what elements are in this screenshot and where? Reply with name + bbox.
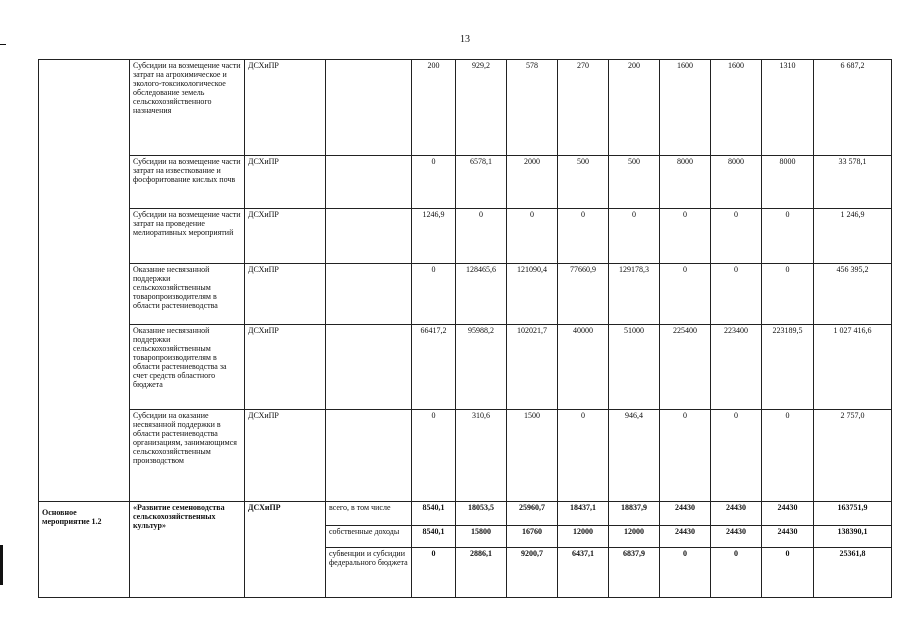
value-cell: 223189,5 xyxy=(762,325,814,410)
value-cell: 500 xyxy=(558,156,609,209)
value-cell: 0 xyxy=(412,264,456,325)
value-cell: 2886,1 xyxy=(456,548,507,598)
value-cell: 310,6 xyxy=(456,410,507,502)
table-row xyxy=(39,156,892,209)
value-cell: 223400 xyxy=(711,325,762,410)
source-cell xyxy=(326,410,412,502)
value-cell: 929,2 xyxy=(456,60,507,156)
value-cell: 1246,9 xyxy=(412,209,456,264)
executor-cell: ДСХиПР xyxy=(245,325,326,410)
value-cell: 0 xyxy=(660,410,711,502)
activity-name: Субсидии на возмещение части затрат на известкование и фосфоритование кислых почв xyxy=(130,156,245,209)
value-cell: 24430 xyxy=(660,502,711,526)
value-cell: 24430 xyxy=(660,526,711,548)
total-cell: 456 395,2 xyxy=(814,264,892,325)
total-cell: 1 246,9 xyxy=(814,209,892,264)
value-cell: 0 xyxy=(711,264,762,325)
value-cell: 8540,1 xyxy=(412,502,456,526)
value-cell: 18437,1 xyxy=(558,502,609,526)
value-cell: 946,4 xyxy=(609,410,660,502)
value-cell: 1310 xyxy=(762,60,814,156)
source-cell xyxy=(326,60,412,156)
value-cell: 0 xyxy=(609,209,660,264)
value-cell: 24430 xyxy=(711,526,762,548)
executor-cell: ДСХиПР xyxy=(245,410,326,502)
page-number: 13 xyxy=(460,34,470,45)
scan-edge-mark xyxy=(0,545,3,585)
table-row xyxy=(39,60,892,156)
value-cell: 0 xyxy=(412,410,456,502)
source-cell xyxy=(326,264,412,325)
value-cell: 0 xyxy=(762,548,814,598)
value-cell: 0 xyxy=(660,264,711,325)
funding-source: субвенции и субсидии федерального бюджета xyxy=(326,548,412,598)
total-cell: 2 757,0 xyxy=(814,410,892,502)
value-cell: 578 xyxy=(507,60,558,156)
value-cell: 24430 xyxy=(762,526,814,548)
value-cell: 6578,1 xyxy=(456,156,507,209)
value-cell: 9200,7 xyxy=(507,548,558,598)
source-cell xyxy=(326,325,412,410)
table-row xyxy=(39,410,892,502)
total-cell: 1 027 416,6 xyxy=(814,325,892,410)
value-cell: 8000 xyxy=(660,156,711,209)
value-cell: 1600 xyxy=(660,60,711,156)
value-cell: 24430 xyxy=(711,502,762,526)
funding-source: собственные доходы xyxy=(326,526,412,548)
source-cell xyxy=(326,209,412,264)
total-cell: 6 687,2 xyxy=(814,60,892,156)
value-cell: 225400 xyxy=(660,325,711,410)
value-cell: 8000 xyxy=(711,156,762,209)
value-cell: 0 xyxy=(762,264,814,325)
value-cell: 12000 xyxy=(609,526,660,548)
table-row xyxy=(39,325,892,410)
value-cell: 18837,9 xyxy=(609,502,660,526)
value-cell: 0 xyxy=(507,209,558,264)
value-cell: 95988,2 xyxy=(456,325,507,410)
value-cell: 270 xyxy=(558,60,609,156)
total-cell: 138390,1 xyxy=(814,526,892,548)
value-cell: 0 xyxy=(660,209,711,264)
total-cell: 163751,9 xyxy=(814,502,892,526)
measure-code: Основное мероприятие 1.2 xyxy=(39,502,130,598)
value-cell: 15800 xyxy=(456,526,507,548)
value-cell: 121090,4 xyxy=(507,264,558,325)
value-cell: 12000 xyxy=(558,526,609,548)
value-cell: 16760 xyxy=(507,526,558,548)
value-cell: 0 xyxy=(558,209,609,264)
measure-name: «Развитие семеноводства сельскохозяйственных культур» xyxy=(130,502,245,598)
executor-cell: ДСХиПР xyxy=(245,264,326,325)
value-cell: 1500 xyxy=(507,410,558,502)
value-cell: 8000 xyxy=(762,156,814,209)
activity-name: Субсидии на возмещение части затрат на проведение мелиоративных мероприятий xyxy=(130,209,245,264)
value-cell: 129178,3 xyxy=(609,264,660,325)
value-cell: 1600 xyxy=(711,60,762,156)
measure-code-cell xyxy=(39,60,130,502)
activity-name: Оказание несвязанной поддержки сельскохозяйственным товаропроизводителям в области растениеводства за счет средств областного бюджета xyxy=(130,325,245,410)
value-cell: 8540,1 xyxy=(412,526,456,548)
table-row xyxy=(39,502,892,526)
value-cell: 0 xyxy=(412,548,456,598)
value-cell: 6437,1 xyxy=(558,548,609,598)
value-cell: 0 xyxy=(711,548,762,598)
value-cell: 0 xyxy=(660,548,711,598)
value-cell: 102021,7 xyxy=(507,325,558,410)
value-cell: 40000 xyxy=(558,325,609,410)
value-cell: 2000 xyxy=(507,156,558,209)
executor-cell: ДСХиПР xyxy=(245,156,326,209)
value-cell: 128465,6 xyxy=(456,264,507,325)
activity-name: Субсидии на возмещение части затрат на агрохимическое и эколого-токсикологическое обследование земель сельскохозяйственного назначения xyxy=(130,60,245,156)
executor-cell: ДСХиПР xyxy=(245,502,326,598)
value-cell: 24430 xyxy=(762,502,814,526)
funding-source: всего, в том числе xyxy=(326,502,412,526)
value-cell: 6837,9 xyxy=(609,548,660,598)
total-cell: 33 578,1 xyxy=(814,156,892,209)
value-cell: 200 xyxy=(412,60,456,156)
value-cell: 18053,5 xyxy=(456,502,507,526)
source-cell xyxy=(326,156,412,209)
value-cell: 0 xyxy=(711,410,762,502)
table-row xyxy=(39,264,892,325)
value-cell: 0 xyxy=(558,410,609,502)
scan-edge-mark xyxy=(0,44,6,45)
value-cell: 200 xyxy=(609,60,660,156)
value-cell: 0 xyxy=(762,410,814,502)
value-cell: 0 xyxy=(762,209,814,264)
value-cell: 0 xyxy=(456,209,507,264)
activity-name: Оказание несвязанной поддержки сельскохозяйственным товаропроизводителям в области растениеводства xyxy=(130,264,245,325)
value-cell: 500 xyxy=(609,156,660,209)
value-cell: 0 xyxy=(711,209,762,264)
executor-cell: ДСХиПР xyxy=(245,209,326,264)
budget-table xyxy=(38,59,892,598)
activity-name: Субсидии на оказание несвязанной поддержки в области растениеводства организациям, занимающимся сельскохозяйственным производством xyxy=(130,410,245,502)
value-cell: 25960,7 xyxy=(507,502,558,526)
total-cell: 25361,8 xyxy=(814,548,892,598)
table-row xyxy=(39,209,892,264)
value-cell: 66417,2 xyxy=(412,325,456,410)
value-cell: 77660,9 xyxy=(558,264,609,325)
value-cell: 51000 xyxy=(609,325,660,410)
value-cell: 0 xyxy=(412,156,456,209)
executor-cell: ДСХиПР xyxy=(245,60,326,156)
